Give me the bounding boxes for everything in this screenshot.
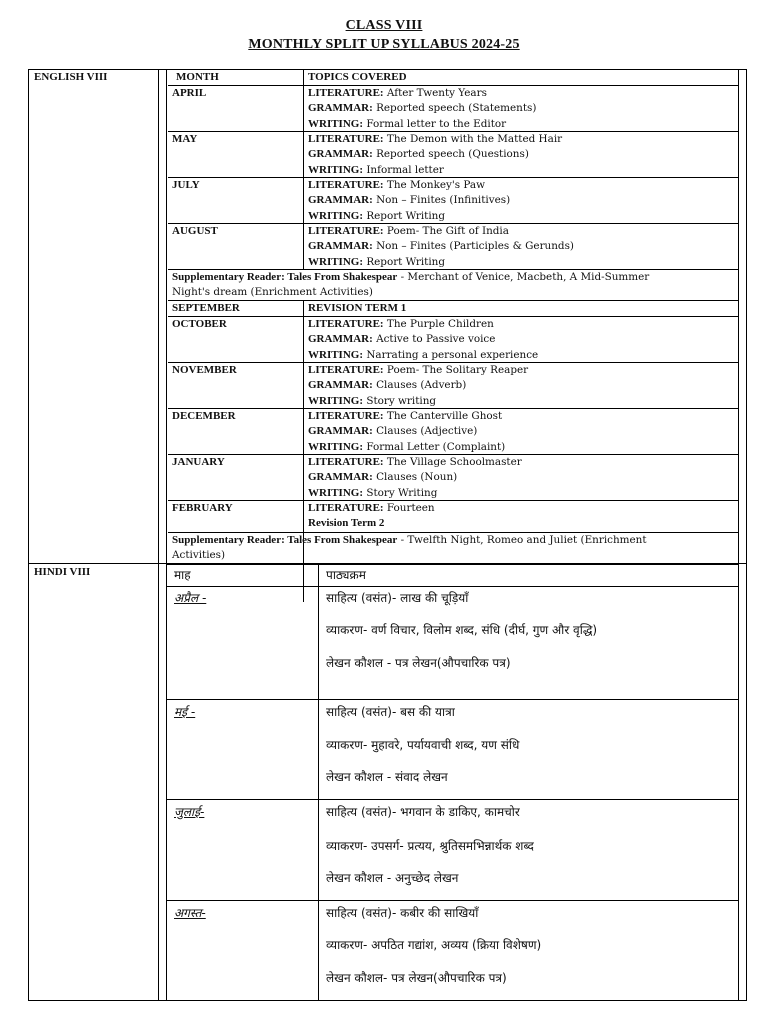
table-row [168,500,738,533]
hindi-grid: माह पाठ्यक्रम अप्रैल - साहित्य (वसंत)- लाख की चूड़ियाँ व्याकरण- वर्ण विचार, विलोम शब्द, संधि (दीर्घ, गुण और वृद्धि) लेखन कौशल - पत्र लेखन(औपचारिक पत्र) मई - साहित्य (वसंत)- बस की यात्रा व्याकरण- मुहावरे, पर्यायवाची शब्द, यण संधि लेखन कौशल - संवाद लेखन जुलाई- साहित्य (वसंत)- भगवान के डाकिए, कामचोर व्याकरण- उपसर्ग- प्रत्यय, श्रुतिसमभिन्नार्थक शब्द लेखन कौशल - अनुच्छेद लेखन अगस्त- साहित्य (वसंत)- कबीर की साखियाँ व्याकरण- अपठित गद्यांश, अव्यय (क्रिया विशेषण) लेखन कौशल- पत्र लेखन(औपचारिक पत्र) [166,564,738,1000]
hindi-month-cell: अप्रैल - [174,591,207,605]
table-row [168,85,738,132]
table-row [168,223,738,270]
topics-cell: LITERATURE: After Twenty Years GRAMMAR: Reported speech (Statements) WRITING: Formal letter to the Editor [308,87,537,130]
month-cell: FEBRUARY [172,502,233,514]
month-cell: AUGUST [172,225,218,237]
topics-cell: LITERATURE: Poem- The Gift of India GRAMMAR: Non – Finites (Participles & Gerunds) WRITING: Report Writing [308,225,574,268]
topics-cell: LITERATURE: The Village Schoolmaster GRAMMAR: Clauses (Noun) WRITING: Story Writing [308,456,522,499]
class-title: CLASS VIII [345,18,423,33]
topics-cell: LITERATURE: Fourteen Revision Term 2 [308,502,435,530]
month-cell: JANUARY [172,456,225,468]
month-cell: MAY [172,133,198,145]
month-cell: DECEMBER [172,410,236,422]
topics-cell: LITERATURE: The Monkey's Paw GRAMMAR: Non – Finites (Infinitives) WRITING: Report Writing [308,179,511,222]
month-cell: SEPTEMBER [172,302,240,314]
hindi-month-cell: अगस्त- [174,906,206,920]
subject-hindi: HINDI VIII [34,566,91,578]
topics-cell: LITERATURE: The Purple Children GRAMMAR: Active to Passive voice WRITING: Narrating a personal experience [308,318,539,361]
topics-header: TOPICS COVERED [308,71,407,83]
month-cell: NOVEMBER [172,364,237,376]
topics-cell: LITERATURE: The Demon with the Matted Hair GRAMMAR: Reported speech (Questions) WRITING: Informal letter [308,133,563,176]
month-cell: OCTOBER [172,318,227,330]
english-header-row [168,70,738,86]
table-row [168,131,738,178]
table-row [168,300,738,317]
table-row [168,177,738,224]
month-cell: APRIL [172,87,207,99]
topics-cell: REVISION TERM 1 [308,302,407,314]
hindi-month-header: माह [174,568,191,582]
supplementary-row: Supplementary Reader: Tales From Shakespear - Twelfth Night, Romeo and Juliet (Enrichment Activities) [168,532,738,564]
topics-cell: LITERATURE: Poem- The Solitary Reaper GRAMMAR: Clauses (Adverb) WRITING: Story writing [308,364,529,407]
topics-cell: LITERATURE: The Canterville Ghost GRAMMAR: Clauses (Adjective) WRITING: Formal Letter (Complaint) [308,410,506,453]
supplementary-row: Supplementary Reader: Tales From Shakespear - Merchant of Venice, Macbeth, A Mid-Summer Night's dream (Enrichment Activities) [168,269,738,301]
hindi-topics-header: पाठ्यक्रम [326,568,366,582]
month-cell: JULY [172,179,200,191]
syllabus-title: MONTHLY SPLIT UP SYLLABUS 2024-25 [248,37,520,52]
table-row [168,408,738,455]
table-row [168,362,738,409]
hindi-month-cell: जुलाई- [174,805,205,819]
month-header: MONTH [176,71,219,83]
subject-english: ENGLISH VIII [34,71,108,83]
table-row [168,316,738,363]
hindi-month-cell: मई - [174,705,196,719]
table-row [168,454,738,501]
